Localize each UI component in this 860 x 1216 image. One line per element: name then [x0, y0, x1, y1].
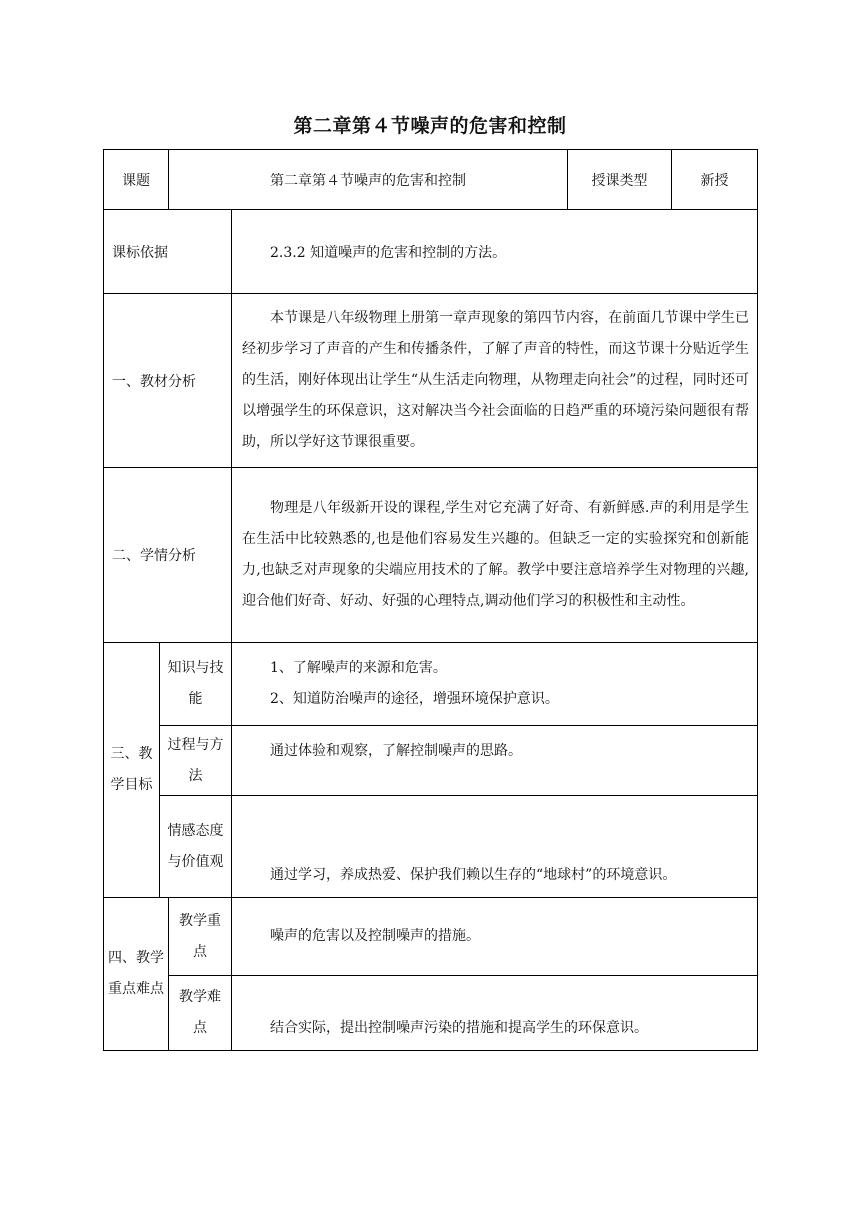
difficulty-text: 结合实际，提出控制噪声污染的措施和提高学生的环保意识。 [232, 976, 758, 1051]
lesson-type-label: 授课类型 [568, 150, 672, 210]
focus-key-row [104, 898, 758, 976]
knowledge-item: 1、了解噪声的来源和危害。 [270, 660, 447, 676]
materials-label: 一、教材分析 [104, 294, 232, 468]
difficulty-label: 教学难点 [169, 976, 232, 1051]
materials-row [104, 294, 758, 468]
objective-knowledge-row [104, 643, 758, 726]
focus-difficulty-row [104, 976, 758, 1051]
process-text: 通过体验和观察，了解控制噪声的思路。 [232, 726, 758, 796]
key-point-text: 噪声的危害以及控制噪声的措施。 [232, 898, 758, 976]
standard-text: 2.3.2 知道噪声的危害和控制的方法。 [232, 210, 758, 294]
students-row [104, 468, 758, 643]
header-row [104, 150, 758, 210]
emotion-text: 通过学习，养成热爱、保护我们赖以生存的“地球村”的环境意识。 [232, 796, 758, 898]
students-label: 二、学情分析 [104, 468, 232, 643]
knowledge-item: 2、知道防治噪声的途径，增强环境保护意识。 [270, 691, 559, 707]
materials-text [232, 294, 758, 468]
knowledge-items [232, 643, 758, 726]
objective-emotion-row [104, 796, 758, 898]
lesson-type-value: 新授 [672, 150, 758, 210]
students-paragraph: 物理是八年级新开设的课程,学生对它充满了好奇、有新鲜感.声的利用是学生在生活中比较熟悉的,也是他们容易发生兴趣的。但缺乏一定的实验探究和创新能力,也缺乏对声现象的尖端应用技术的了解。教学中要注意培养学生对物理的兴趣,迎合他们好奇、好动、好强的心理特点,调动他们学习的积极性和主动性。 [242, 500, 749, 609]
lesson-plan-table [103, 149, 758, 1051]
standard-row [104, 210, 758, 294]
focus-label: 四、教学重点难点 [104, 898, 169, 1051]
topic-value: 第二章第４节噪声的危害和控制 [169, 150, 568, 210]
emotion-label: 情感态度与价值观 [160, 796, 232, 898]
page-title: 第二章第４节噪声的危害和控制 [293, 115, 567, 137]
objectives-label: 三、教学目标 [104, 643, 160, 898]
process-label: 过程与方法 [160, 726, 232, 796]
materials-paragraph: 本节课是八年级物理上册第一章声现象的第四节内容，在前面几节课中学生已经初步学习了声音的产生和传播条件，了解了声音的特性，而这节课十分贴近学生的生活，刚好体现出让学生“从生活走向物理，从物理走向社会”的过程，同时还可以增强学生的环保意识，这对解决当今社会面临的日趋严重的环境污染问题很有帮助，所以学好这节课很重要。 [242, 310, 749, 450]
objective-process-row [104, 726, 758, 796]
students-text [232, 468, 758, 643]
topic-label: 课题 [104, 150, 169, 210]
standard-label: 课标依据 [104, 210, 232, 294]
knowledge-label: 知识与技能 [160, 643, 232, 726]
key-point-label: 教学重点 [169, 898, 232, 976]
